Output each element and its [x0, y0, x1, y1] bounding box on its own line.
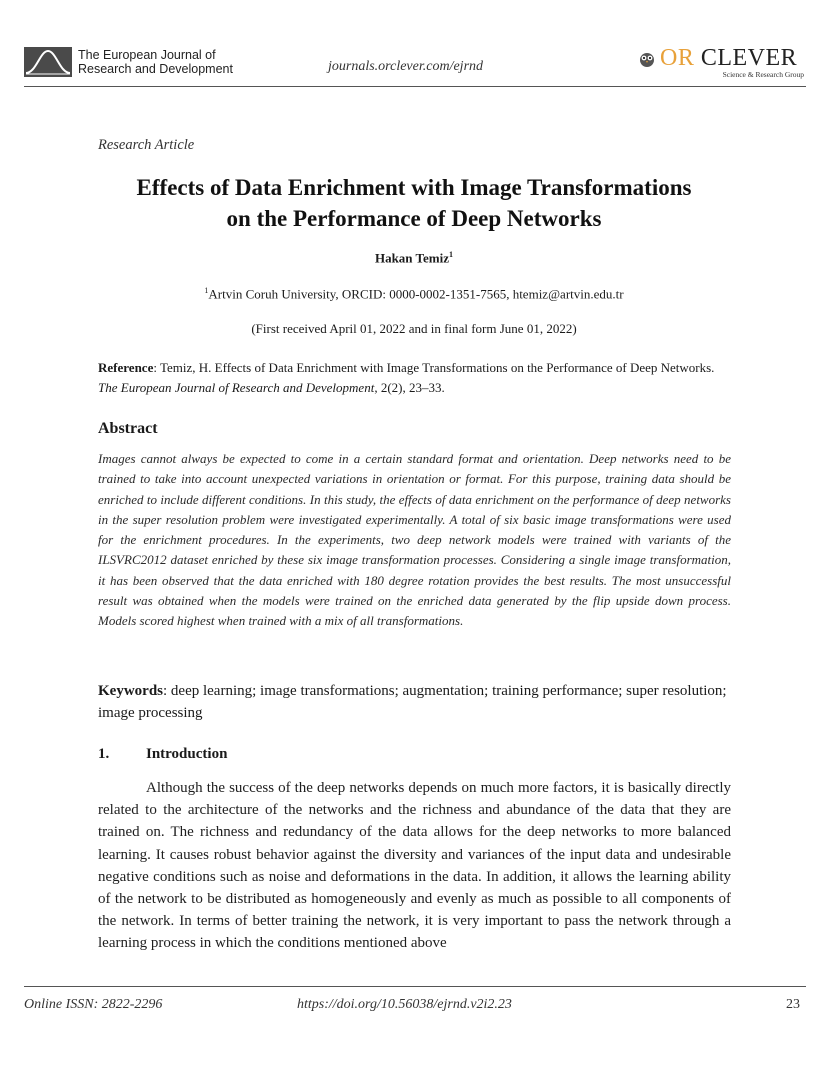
affiliation-text: Artvin Coruh University, ORCID: 0000-0002-1351-7565, htemiz@artvin.edu.tr: [208, 286, 624, 302]
footer-issn: Online ISSN: 2822-2296: [24, 997, 163, 1012]
journal-name: [78, 48, 233, 76]
reference-tail: , 2(2), 23–33.: [374, 380, 445, 395]
publisher-tagline: Science & Research Group: [722, 70, 804, 79]
keywords: [98, 680, 732, 724]
owl-icon: [638, 50, 656, 68]
section-heading: [98, 746, 227, 763]
page-header: [24, 44, 806, 84]
reference: [98, 358, 733, 398]
keywords-text: : deep learning; image transformations; augmentation; training performance; super resolution; image processing: [98, 683, 727, 721]
title-line1: Effects of Data Enrichment with Image Transformations: [136, 175, 692, 200]
author-sup: 1: [449, 250, 454, 259]
reference-label: Reference: [98, 360, 154, 375]
journal-name-line2: Research and Development: [78, 62, 233, 76]
section-number: 1.: [98, 746, 110, 762]
page-number: 23: [786, 997, 800, 1012]
received-dates: (First received April 01, 2022 and in final form June 01, 2022): [251, 321, 577, 336]
publisher-wordmark: [660, 44, 797, 72]
reference-journal: The European Journal of Research and Development: [98, 380, 375, 395]
author-name: Hakan Temiz: [374, 250, 450, 266]
bell-curve-icon: [24, 47, 72, 77]
article-type: Research Article: [98, 137, 195, 153]
abstract-text: Images cannot always be expected to come in a certain standard format and orientation. Deep networks need to be trained to take into account unexpected variations in orientation or format. For this purpose, training data should be enriched to include different conditions. In this study, the effects of data enrichment on the performance of deep networks in the super resolution problem were investigated experimentally. A total of six basic image transformations were used for the enrichment procedures. In the experiments, two deep network models were trained with variants of the ILSVRC2012 dataset enriched by these six image transformation processes. Considering a single image transformation, it has been observed that the data enriched with 180 degree rotation provides the best results. The most unsuccessful result was obtained when the models were trained on the enriched data generated by the flip upside down process. Models scored highest when trained with a mix of all transformations.: [98, 451, 731, 629]
journal-url[interactable]: journals.orclever.com/ejrnd: [328, 59, 484, 74]
keywords-label: Keywords: [98, 683, 163, 699]
journal-logo: [24, 47, 233, 77]
affiliation-sup: 1: [204, 286, 209, 295]
footer-doi[interactable]: https://doi.org/10.56038/ejrnd.v2i2.23: [297, 997, 512, 1012]
section-title: Introduction: [146, 746, 228, 762]
publisher-clever: CLEVER: [700, 45, 798, 71]
reference-text: : Temiz, H. Effects of Data Enrichment with Image Transformations on the Performance of Deep Networks.: [153, 360, 715, 375]
publisher-or: OR: [660, 45, 695, 71]
header-divider: [24, 86, 806, 87]
footer-divider: [24, 986, 806, 987]
journal-name-line1: The European Journal of: [78, 48, 216, 62]
abstract-heading: Abstract: [98, 420, 158, 437]
affiliation: [98, 286, 730, 302]
article-title: [80, 172, 748, 234]
introduction-text: Although the success of the deep networks depends on much more factors, it is basically directly related to the architecture of the networks and the richness and abundance of the data that they are trained on. The richness and redundancy of the data allows for the deep networks to more balanced learning. It causes robust behavior against the diversity and variances of the input data and undesirable negative conditions such as noise and deformations in the data. In addition, it allows the learning ability of the network to be distributed as homogeneously and evenly as much as possible to all components of the network. In terms of better training the network, it is very important to pass the network through a learning process in which the conditions mentioned above: [98, 780, 731, 952]
title-line2: on the Performance of Deep Networks: [226, 206, 602, 231]
author: [98, 250, 730, 266]
publisher-logo: [638, 44, 806, 80]
